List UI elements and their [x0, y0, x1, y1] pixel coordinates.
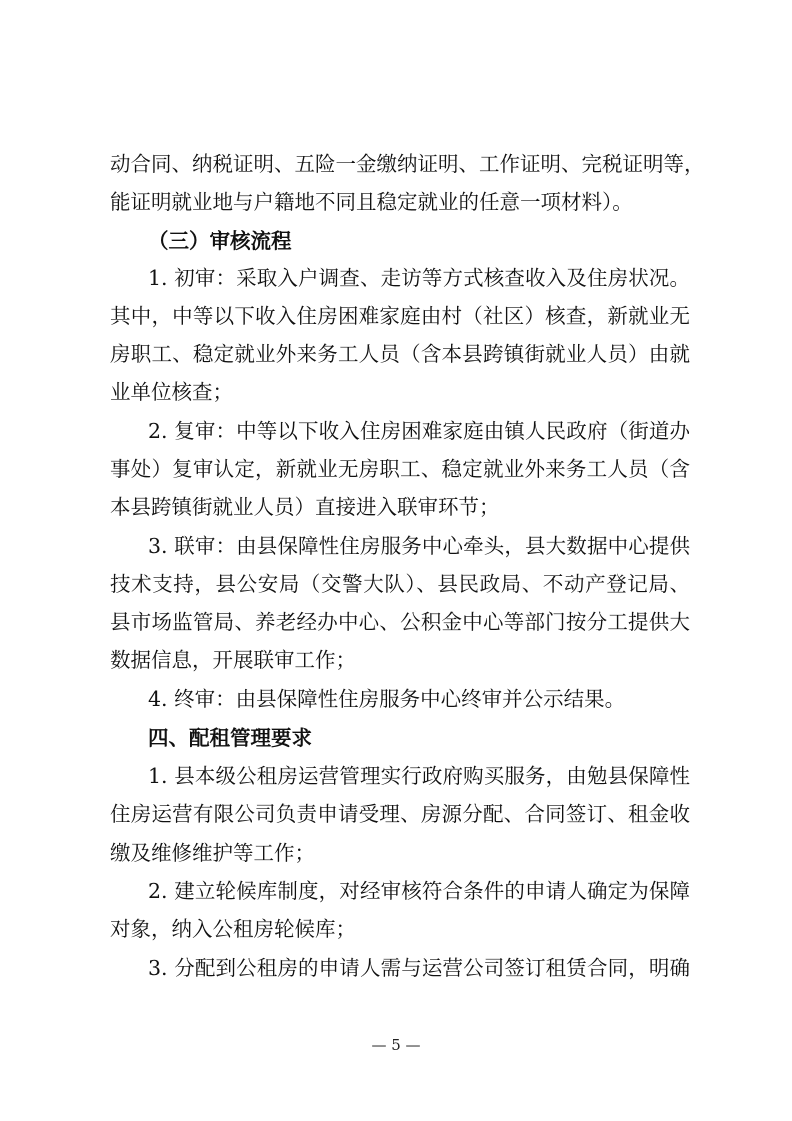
page-number: — 5 — [371, 1036, 421, 1054]
paragraph-line: 县市场监管局、养老经办中心、公积金中心等部门按分工提供大 [110, 610, 690, 634]
paragraph-line: 2. 复审：中等以下收入住房困难家庭由镇人民政府（街道办 [148, 419, 690, 443]
paragraph-line: 4. 终审：由县保障性住房服务中心终审并公示结果。 [148, 687, 626, 711]
paragraph-line: 事处）复审认定，新就业无房职工、稳定就业外来务工人员（含 [110, 457, 690, 481]
paragraph-line: 其中，中等以下收入住房困难家庭由村（社区）核查，新就业无 [110, 304, 690, 328]
section-heading-review-process: （三）审核流程 [148, 229, 292, 253]
paragraph-line: 房职工、稳定就业外来务工人员（含本县跨镇街就业人员）由就 [110, 342, 690, 366]
paragraph-line: 业单位核查； [110, 380, 233, 404]
paragraph-line: 能证明就业地与户籍地不同且稳定就业的任意一项材料）。 [110, 190, 633, 214]
paragraph-line: 1. 县本级公租房运营管理实行政府购买服务，由勉县保障性 [148, 764, 690, 788]
paragraph-line: 对象，纳入公租房轮候库； [110, 917, 356, 941]
paragraph-line: 本县跨镇街就业人员）直接进入联审环节； [110, 495, 500, 519]
paragraph-line: 1. 初审：采取入户调查、走访等方式核查收入及住房状况。 [148, 266, 690, 290]
paragraph-line: 2. 建立轮候库制度，对经审核符合条件的申请人确定为保障 [148, 879, 690, 903]
paragraph-line: 数据信息，开展联审工作； [110, 648, 356, 672]
section-heading-rental-management: 四、配租管理要求 [148, 726, 312, 750]
paragraph-line: 缴及维修维护等工作； [110, 841, 315, 865]
paragraph-line: 住房运营有限公司负责申请受理、房源分配、合同签订、租金收 [110, 802, 690, 826]
paragraph-line: 3. 联审：由县保障性住房服务中心牵头，县大数据中心提供 [148, 534, 690, 558]
paragraph-line: 技术支持，县公安局（交警大队）、县民政局、不动产登记局、 [110, 572, 690, 596]
paragraph-line: 动合同、纳税证明、五险一金缴纳证明、工作证明、完税证明等， [110, 152, 705, 176]
paragraph-line: 3. 分配到公租房的申请人需与运营公司签订租赁合同，明确 [148, 956, 690, 980]
